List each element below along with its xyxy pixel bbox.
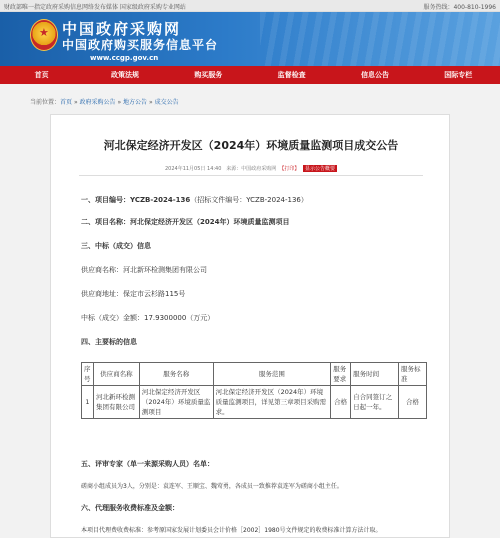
nav-home[interactable]: 首页: [34, 71, 49, 79]
table-cell: 1: [82, 386, 94, 419]
table-header: 供应商名称: [93, 363, 139, 386]
banner-decoration: [260, 12, 500, 66]
breadcrumb-local[interactable]: 地方公告: [123, 99, 148, 106]
site-notice: 财政部唯一指定政府采购信息网络发布媒体 国家级政府采购专业网站: [4, 4, 186, 11]
breadcrumb-separator: »: [115, 99, 124, 106]
project-code: YCZB-2024-136: [130, 196, 191, 204]
title-divider: [79, 175, 423, 176]
project-name: 河北保定经济开发区（2024年）环境质量监测项目: [130, 218, 290, 226]
table-cell: 合格: [399, 386, 427, 419]
article-source: 来源：中国政府采购网: [226, 166, 277, 172]
breadcrumb-deal[interactable]: 成交公告: [154, 99, 179, 106]
main-nav: [0, 66, 500, 84]
article-meta: [51, 165, 450, 172]
national-emblem-icon: [30, 19, 58, 51]
table-cell: 河北保定经济开发区（2024年）环境质量监测项目: [139, 386, 213, 419]
supplier-address: 供应商地址：保定市云杉路115号: [81, 290, 186, 298]
table-cell: 自合同签订之日起一年。: [351, 386, 399, 419]
site-banner: [0, 12, 500, 66]
table-header: 服务标准: [399, 363, 427, 386]
service-hotline: 服务热线：400-810-1996: [423, 4, 496, 11]
main-items-heading: 四、主要标的信息: [81, 338, 137, 346]
project-name-line: [81, 217, 289, 227]
agency-fee-heading: 六、代理服务收费标准及金额：: [81, 504, 179, 512]
site-subtitle: 中国政府购买服务信息平台: [62, 38, 219, 52]
table-header-row: [82, 363, 427, 386]
award-table: [81, 362, 427, 419]
award-info-heading: 三、中标（成交）信息: [81, 242, 151, 250]
section-experts: [81, 459, 214, 469]
table-cell: 河北新环检测集团有限公司: [93, 386, 139, 419]
breadcrumb-home[interactable]: 首页: [60, 99, 73, 106]
award-amount: 中标（成交）金额：17.9300000（万元）: [81, 314, 215, 322]
table-header: 服务时间: [351, 363, 399, 386]
breadcrumb-separator: »: [147, 99, 155, 106]
table-header: 服务名称: [139, 363, 213, 386]
article-date: 2024年11月05日 14:40: [164, 166, 222, 172]
print-link[interactable]: 【打印】: [279, 166, 300, 172]
nav-policy[interactable]: 政策法规: [110, 71, 139, 79]
experts-list: 磋商小组成员为3人，分别是：袁连军、王顺宝、魏莺勇，各成员一致推荐袁连军为磋商小组主任。: [81, 483, 343, 490]
article-page: [50, 114, 450, 538]
nav-services[interactable]: 购买服务: [194, 71, 223, 79]
site-url: www.ccgp.gov.cn: [90, 54, 159, 62]
section-agency-fee: [81, 503, 179, 513]
project-code-line: [81, 195, 308, 205]
table-header: 序号: [82, 363, 94, 386]
breadcrumb-procurement[interactable]: 政府采购公告: [79, 99, 116, 106]
site-title[interactable]: 中国政府采购网: [62, 20, 182, 38]
section-main-items: [81, 337, 137, 347]
nav-announcements[interactable]: 信息公告: [360, 71, 389, 79]
project-code-label: 一、项目编号：: [81, 196, 130, 204]
breadcrumb-separator: »: [72, 99, 80, 106]
table-row: [82, 386, 427, 419]
section-award-info: [81, 241, 151, 251]
breadcrumb-prefix: 当前位置：: [30, 99, 61, 106]
agency-fee-text: 本项目代理费收费标准：参考原国家发展计划委员会计价格［2002］1980号文件规定的收费标准计算方法计取。: [81, 527, 382, 534]
table-cell: 河北保定经济开发区（2024年）环境质量监测项目，详见第三章项目采购需求。: [213, 386, 331, 419]
table-header: 服务要求: [331, 363, 351, 386]
experts-heading: 五、评审专家（单一来源采购人员）名单：: [81, 460, 214, 468]
top-bar: [0, 0, 500, 12]
nav-international[interactable]: 国际专栏: [444, 71, 473, 79]
table-cell: 合格: [331, 386, 351, 419]
table-header: 服务范围: [213, 363, 331, 386]
supplier-name: 供应商名称：河北新环检测集团有限公司: [81, 266, 207, 274]
breadcrumb: [30, 97, 179, 106]
show-summary-button[interactable]: 显示公告概要: [305, 166, 336, 172]
article-title: 河北保定经济开发区（2024年）环境质量监测项目成交公告: [103, 139, 399, 152]
nav-supervision[interactable]: 监督检查: [277, 71, 306, 79]
project-name-label: 二、项目名称：: [81, 218, 130, 226]
breadcrumb-bar: [0, 94, 500, 108]
tender-file-code: （招标文件编号：YCZB-2024-136）: [190, 196, 308, 204]
